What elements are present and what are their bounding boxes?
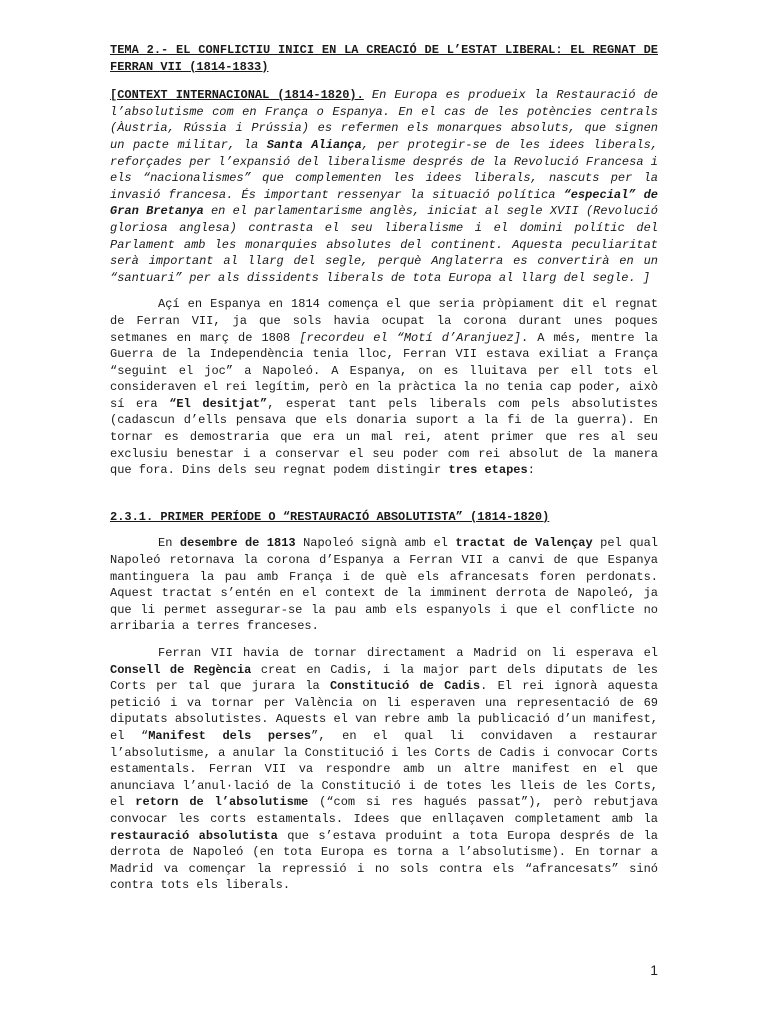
p2-text-2: creat en Cadis, i la major part dels diputats de les Corts per tal que jurara la <box>110 662 658 694</box>
context-text-1: En Europa es produeix la Restauració de l’absolutisme com en França o Espanya. En el cas de les potències centrals (Àustria, Rússia i Prússia) es refermen els monarques absoluts, que signen un pacte militar, la <box>110 88 659 152</box>
context-heading: [CONTEXT INTERNACIONAL (1814-1820). <box>110 88 364 103</box>
intro-text-1: Açí en Espanya en 1814 comença el que seria pròpiament dit el regnat de Ferran VII, ja que sols havia ocupat la corona durant unes poques setmanes en març de 1808 <box>110 297 658 345</box>
intro-bold-2: tres etapes <box>448 463 528 478</box>
context-text-3: en el parlamentarisme anglès, iniciat al segle XVII (Revolució gloriosa anglesa) contrasta el seu liberalisme i el domini polític del Parlament amb les monarquies absolutes del continent. Aquesta peculiaritat serà important al llarg del segle, perquè Anglaterra es convertirà en un “santuari” per als dissidents liberals de tota Europa al llarg del segle. ] <box>110 204 658 285</box>
intro-bold-1: “El desitjat” <box>169 396 268 411</box>
p2-text-4: ”, en el qual li convidaven a restaurar l’absolutisme, a anular la Constitució i les Corts de Cadis i convocar Corts estamentals. Ferran VII va respondre amb un altre manifest en el que anunciava l’anul·lació de la Constitució i de totes les lleis de les Corts, el <box>110 728 658 810</box>
document-page <box>110 42 658 904</box>
section-title: 2.3.1. PRIMER PERÍODE O “RESTAURACIÓ ABSOLUTISTA” (1814-1820) <box>110 509 550 524</box>
p2-text-5: (“com si res hagués passat”), però rebutjava convocar les corts estamentals. Idees que enllaçaven completament amb la <box>110 795 658 826</box>
p2-text-1: Ferran VII havia de tornar directament a Madrid on li esperava el <box>158 646 658 660</box>
p1-bold-2: tractat de Valençay <box>455 536 593 551</box>
intro-italic-1: [recordeu el “Motí d’Aranjuez] <box>299 330 521 345</box>
context-paragraph <box>110 87 658 286</box>
paragraph-2 <box>110 645 658 894</box>
context-text-2: , per protegir-se de les idees liberals, reforçades per l’expansió del liberalisme després de la Revolució Francesa i els “nacionalismes” que complementen les idees liberals, nascuts per la invasió francesa. És important ressenyar la situació política <box>110 137 658 202</box>
p1-bold-1: desembre de 1813 <box>179 536 296 551</box>
p2-bold-1: Consell de Regència <box>110 662 252 677</box>
context-bold-1: Santa Aliança <box>266 137 362 152</box>
p1-text-1: En <box>158 536 180 551</box>
p2-text-3: . El rei ignorà aquesta petició i va tornar per València on li esperaven una representació de 69 diputats absolutistes. Aquests el van rebre amb la publicació d’un manifest, el “ <box>110 679 658 743</box>
p2-bold-2: Constitució de Cadis <box>329 679 481 694</box>
intro-text-4: : <box>527 463 535 478</box>
intro-text-3: , esperat tant pels liberals com pels absolutistes (cadascun d’ells pensava que els donaria suport a la fi de la guerra). En tornar es demostraria que era un mal rei, atent primer que res al seu exclusiu benestar i a conservar el seu poder com rei absolut de la manera que fora. Dins dels seu regnat podem distingir <box>110 396 658 478</box>
intro-text-2: . A més, mentre la Guerra de la Independència tenia lloc, Ferran VII estava exiliat a França “seguint el joc” a Napoleó. A Espanya, on es lluitava per ell tots el consideraven el rei legítim, però en la pràctica la no tenia cap poder, això sí era <box>110 330 658 411</box>
p2-bold-5: restauració absolutista <box>110 828 278 843</box>
intro-paragraph <box>110 296 658 479</box>
p2-bold-3: Manifest dels perses <box>148 728 312 743</box>
document-title: TEMA 2.- EL CONFLICTIU INICI EN LA CREACIÓ DE L’ESTAT LIBERAL: EL REGNAT DE FERRAN VII (1814-1833) <box>110 43 658 74</box>
p1-text-3: pel qual Napoleó retornava la corona d’Espanya a Ferran VII a canvi de que Espanya mantinguera la pau amb França i de què els afrancesats foren perdonats. Aquest tractat s’entén en el context de la imminent derrota de Napoleó, ja que li permet assegurar-se la pau amb els espanyols i que el conflicte no arribaria a terres franceses. <box>110 536 658 634</box>
p2-text-6: que s’estava produint a tota Europa després de la derrota de Napoleó (en tota Europa es torna a l’absolutisme). En tornar a Madrid va començar la repressió i no sols contra els “afrancesats” sinó contra tots els liberals. <box>110 828 658 893</box>
context-bold-2: “especial” de Gran Bretanya <box>110 187 658 219</box>
p1-text-2: Napoleó signà amb el <box>295 536 456 551</box>
p2-bold-4: retorn de l’absolutisme <box>135 795 309 810</box>
paragraph-1 <box>110 535 658 635</box>
page-number: 1 <box>650 962 658 978</box>
